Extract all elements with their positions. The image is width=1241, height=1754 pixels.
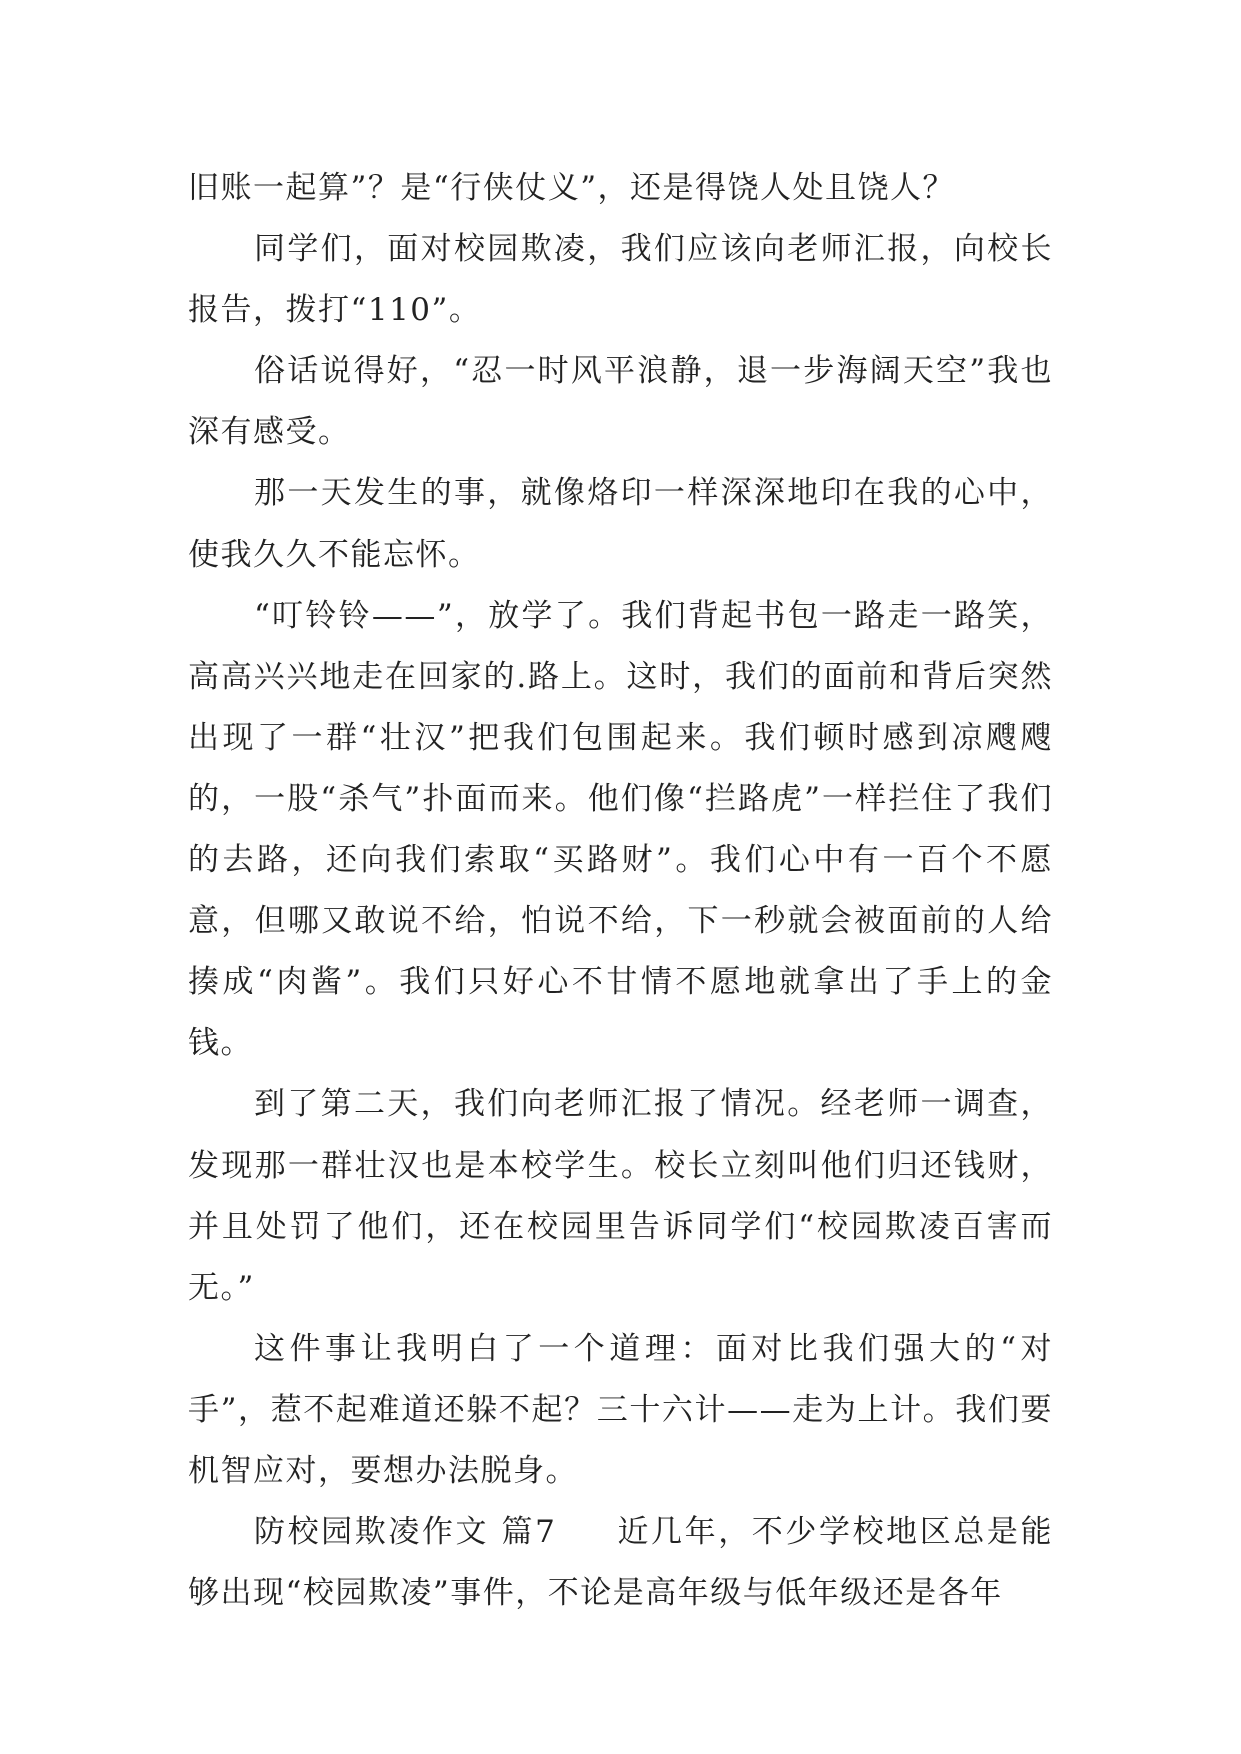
paragraph-report-bullying: 同学们，面对校园欺凌，我们应该向老师汇报，向校长报告，拨打“110”。 — [188, 231, 1053, 329]
paragraph-essay-7 — [188, 1502, 1053, 1624]
essay-7-text: 近几年，不少学校地区总是能够出现“校园欺凌”事件，不论是高年级与低年级还是各年 — [188, 1514, 1054, 1612]
paragraph-incident: “叮铃铃——”，放学了。我们背起书包一路走一路笑，高高兴兴地走在回家的.路上。这时，我们的面前和背后突然出现了一群“壮汉”把我们包围起来。我们顿时感到凉飕飕的，一股“杀气”扑面而来。他们像“拦路虎”一样拦住了我们的去路，还向我们索取“买路财”。我们心中有一百个不愿意，但哪又敢说不给，怕说不给，下一秒就会被面前的人给揍成“肉酱”。我们只好心不甘情不愿地就拿出了手上的金钱。 — [188, 597, 1053, 1062]
paragraph-proverb: 俗话说得好，“忍一时风平浪静，退一步海阔天空”我也深有感受。 — [188, 353, 1053, 451]
paragraph-continuation: 旧账一起算”？是“行侠仗义”，还是得饶人处且饶人？ — [188, 170, 956, 206]
essay-heading: 防校园欺凌作文 篇7 — [254, 1514, 557, 1551]
paragraph-memory: 那一天发生的事，就像烙印一样深深地印在我的心中，使我久久不能忘怀。 — [188, 475, 1053, 573]
paragraph-next-day: 到了第二天，我们向老师汇报了情况。经老师一调查，发现那一群壮汉也是本校学生。校长立刻叫他们归还钱财，并且处罚了他们，还在校园里告诉同学们“校园欺凌百害而无。” — [188, 1086, 1053, 1306]
essay-body — [188, 158, 1053, 1624]
paragraph-lesson: 这件事让我明白了一个道理：面对比我们强大的“对手”，惹不起难道还躲不起？三十六计——走为上计。我们要机智应对，要想办法脱身。 — [188, 1330, 1053, 1489]
